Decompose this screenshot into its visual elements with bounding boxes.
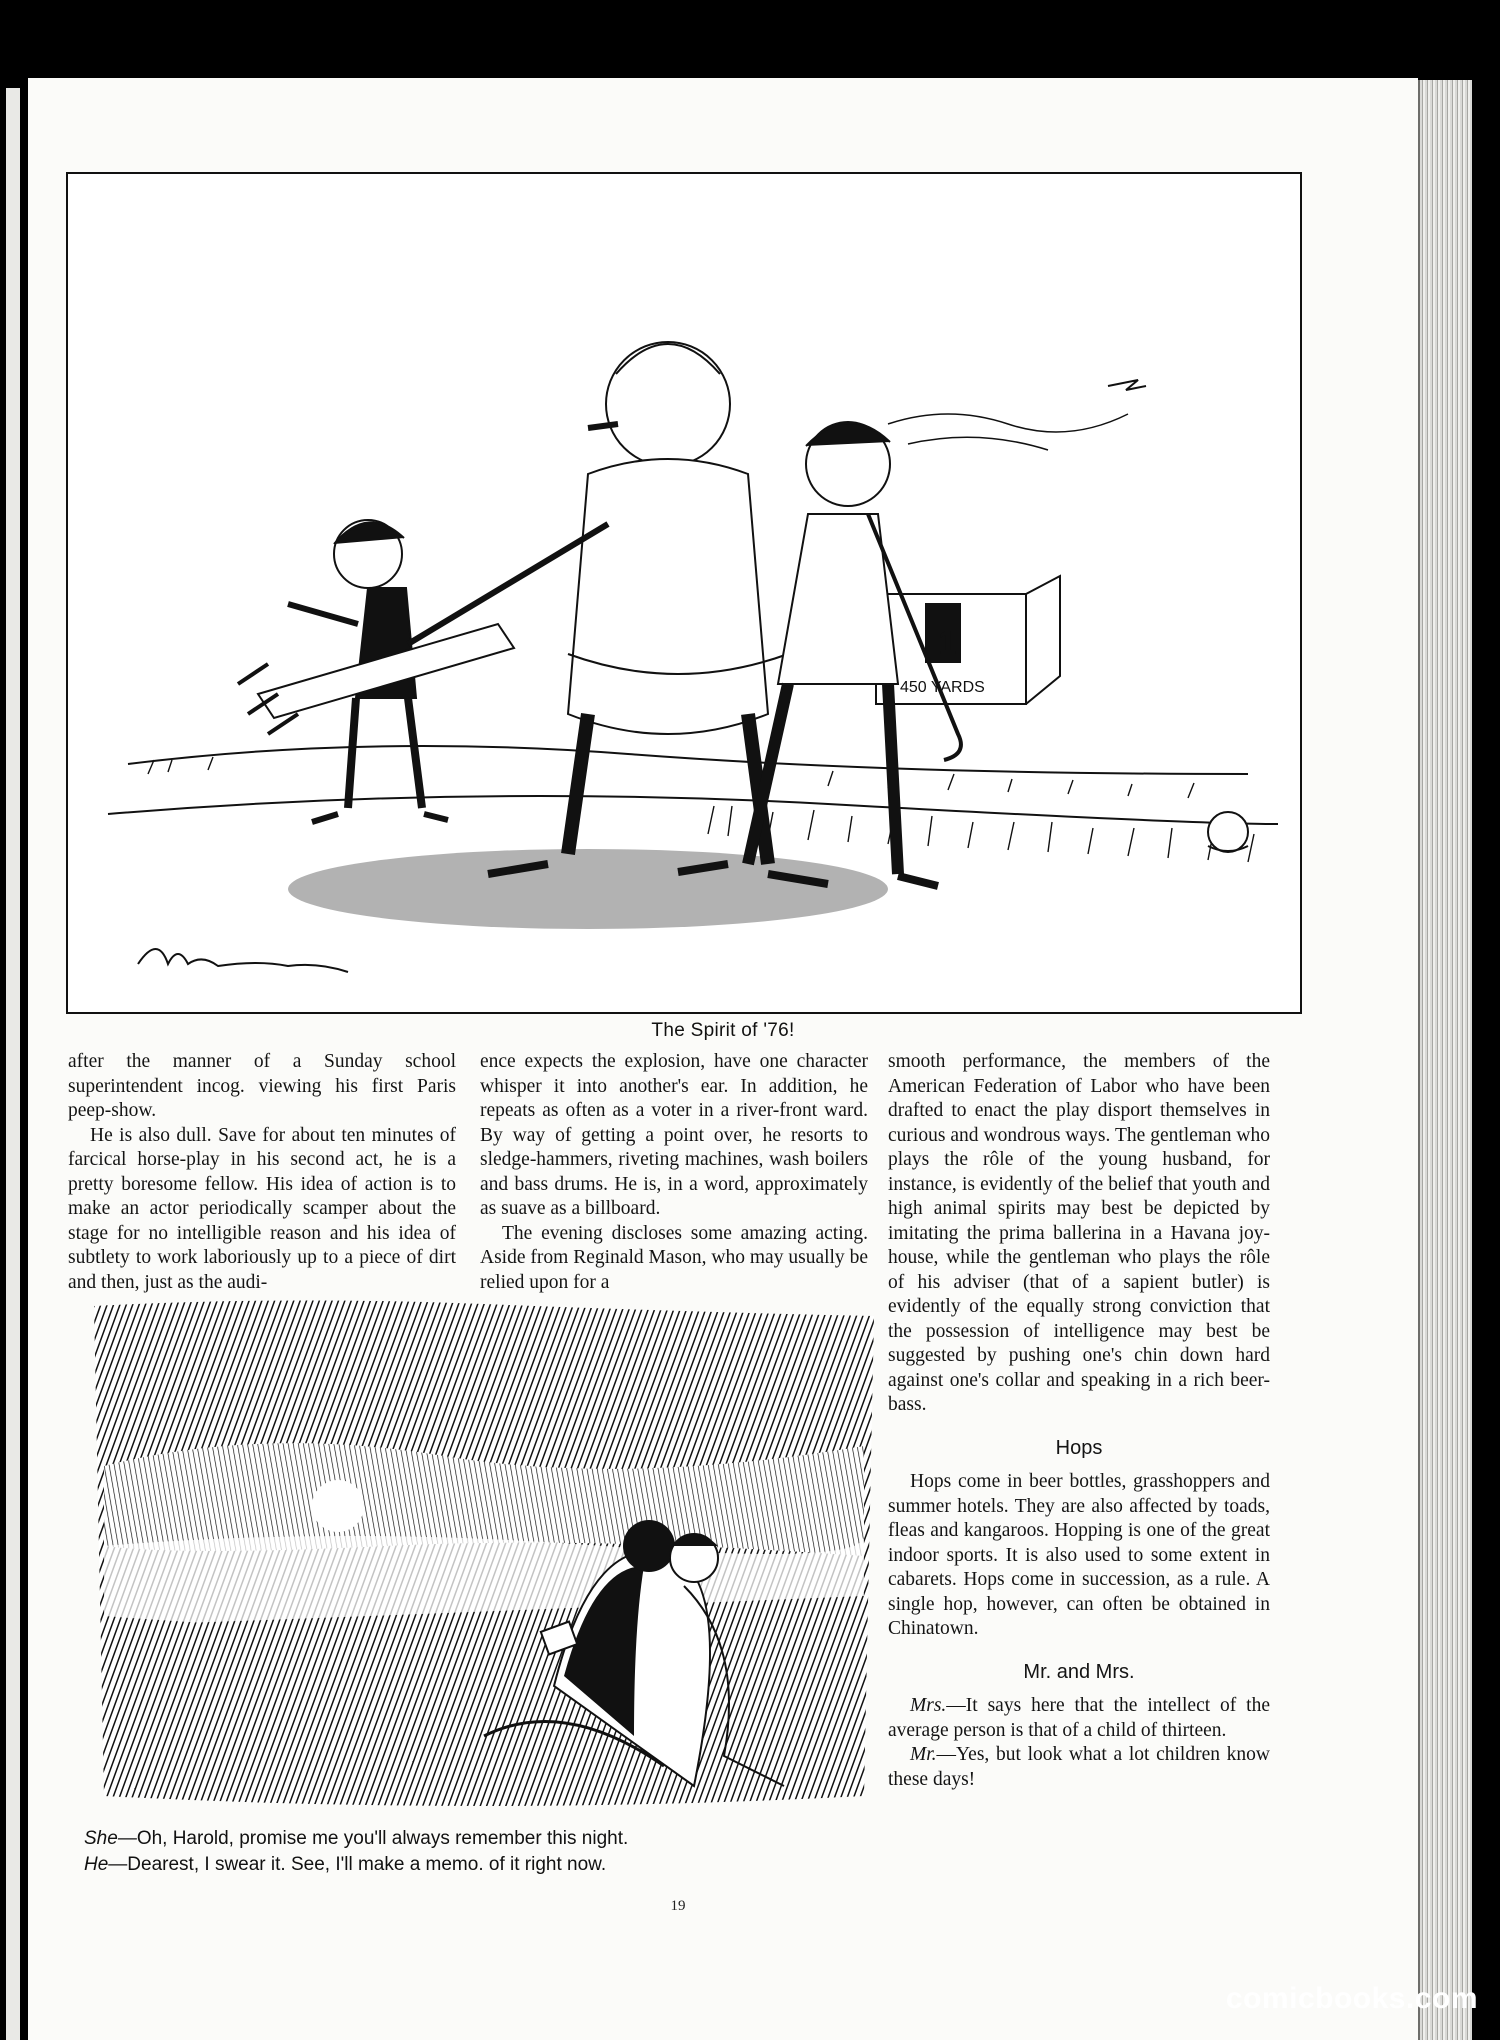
mr-mrs-heading: Mr. and Mrs. — [1023, 1660, 1135, 1683]
golf-cartoon-illustration — [66, 172, 1302, 1014]
col1-paragraph-2: He is also dull. Save for about ten minutes of farcical horse-play in his second act, he is a pretty boresome fellow. His idea of action is to make an actor periodically scamper about the stage for no intelligible reason and his idea of subtlety to work laboriously up to a piece of dirt and then, just as the audi- — [68, 1124, 456, 1293]
text-column-1 — [68, 1050, 456, 1295]
he-speaker: He — [84, 1854, 109, 1875]
text-column-3 — [888, 1050, 1270, 1792]
col3-paragraph-1: smooth performance, the members of the American Federation of Labor who have been drafted to enact the play disport themselves in curious and wondrous ways. The gentleman who plays the rôle of the young husband, for instance, is evidently of the belief that youth and high animal spirits may best be depicted by imitating the prima ballerina in a Havana joy-house, while the gentleman who plays the rôle of his adviser (that of a sapient butler) is evidently of the equally strong conviction that the possession of intelligence may best be suggested by pushing one's chin down hard against one's collar and speaking in a rich beer-bass. — [888, 1051, 1270, 1415]
page-number: 19 — [670, 1898, 686, 1914]
tee-marker-yards: 450 YARDS — [900, 679, 985, 696]
text-column-2 — [480, 1050, 868, 1295]
hops-heading: Hops — [1055, 1436, 1103, 1459]
page-stack-edge — [1418, 80, 1472, 2040]
golf-cartoon-drawing — [68, 174, 1300, 1012]
col2-paragraph-2: The evening discloses some amazing acting. Aside from Reginald Mason, who may usually be relied upon for a — [480, 1222, 868, 1293]
left-page-edge — [0, 88, 20, 2040]
he-text: —Dearest, I swear it. See, I'll make a memo. of it right now. — [108, 1854, 607, 1875]
moonlit-couple-drawing — [84, 1296, 884, 1816]
mr-line — [888, 1743, 1270, 1792]
col1-paragraph-1: after the manner of a Sunday school superintendent incog. viewing his first Paris peep-show. — [68, 1051, 456, 1121]
watermark-text: comicbooks.com — [1225, 1982, 1478, 2015]
he-caption-line — [84, 1852, 884, 1878]
bottom-illustration-caption — [84, 1826, 884, 1878]
she-text: —Oh, Harold, promise me you'll always remember this night. — [117, 1828, 629, 1849]
mrs-line — [888, 1694, 1270, 1743]
mrs-text: —It says here that the intellect of the average person is that of a child of thirteen. — [888, 1695, 1270, 1741]
hops-paragraph: Hops come in beer bottles, grasshoppers and summer hotels. They are also affected by toads, fleas and kangaroos. Hopping is one of the great indoor sports. It is also used to some extent in cabarets. Hops come in succession, as a rule. A single hop, however, can often be obtained in Chinatown. — [888, 1471, 1270, 1639]
mrs-speaker: Mrs. — [910, 1695, 947, 1716]
she-speaker: She — [84, 1828, 118, 1849]
mr-text: —Yes, but look what a lot children know these days! — [888, 1744, 1270, 1790]
moonlit-couple-illustration — [84, 1296, 884, 1816]
magazine-page — [28, 78, 1418, 2040]
she-caption-line — [84, 1826, 884, 1852]
tee-marker-number: 1 — [938, 624, 957, 662]
col2-paragraph-1: ence expects the explosion, have one character whisper it into another's ear. In addition, he repeats as often as a voter in a river-front ward. By way of getting a point over, he resorts to sledge-hammers, riveting machines, wash boilers and bass drums. He is, in a word, approximately as suave as a billboard. — [480, 1051, 868, 1219]
top-illustration-caption: The Spirit of '76! — [651, 1020, 795, 1041]
mr-speaker: Mr. — [910, 1744, 937, 1765]
